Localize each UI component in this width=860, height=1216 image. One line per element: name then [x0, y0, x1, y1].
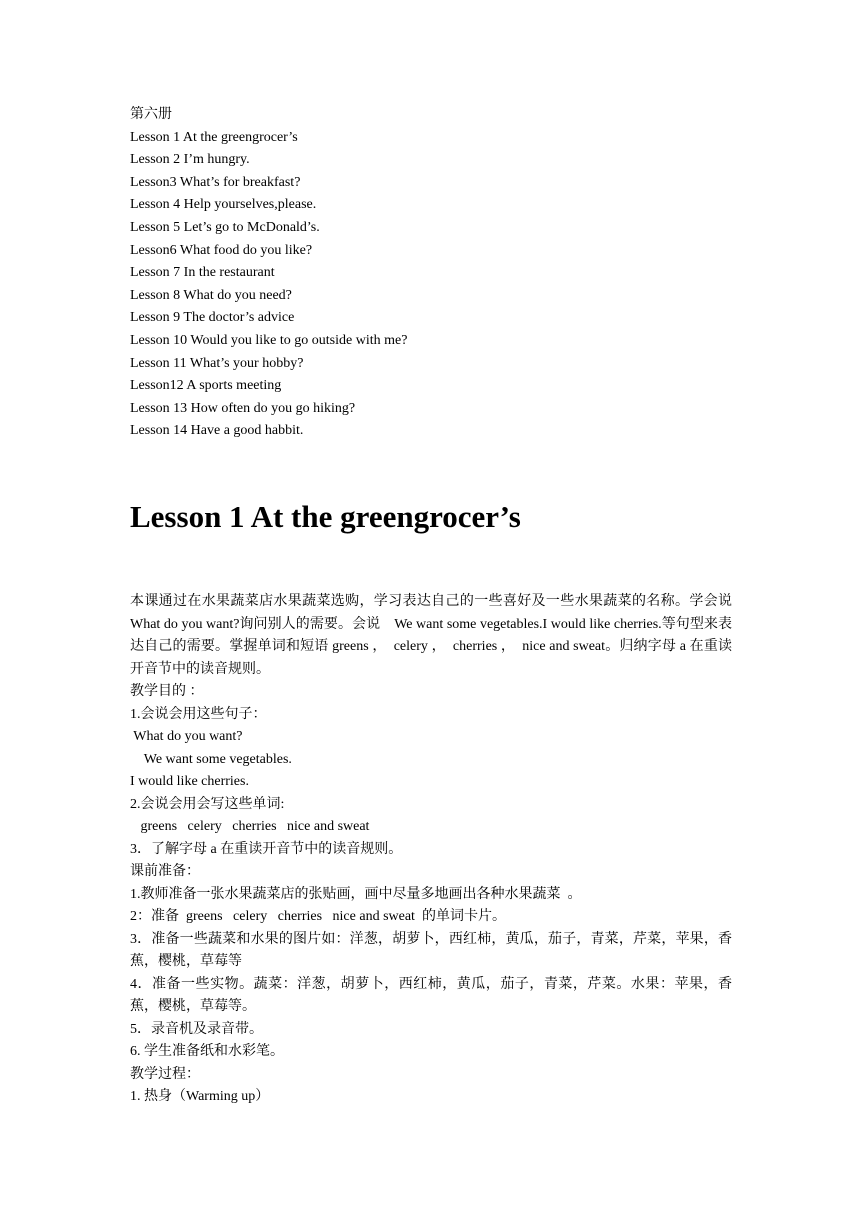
table-of-contents — [130, 104, 407, 443]
preparation-item: 3．准备一些蔬菜和水果的图片如：洋葱，胡萝卜，西红柿，黄瓜，茄子，青菜，芹菜，苹果，香蕉，樱桃，草莓等 — [130, 931, 732, 969]
preparation-item: 6. 学生准备纸和水彩笔。 — [130, 1044, 284, 1059]
toc-item: Lesson12 A sports meeting — [130, 378, 282, 394]
toc-item: Lesson 9 The doctor’s advice — [130, 310, 295, 326]
toc-item: Lesson 7 In the restaurant — [130, 265, 275, 281]
toc-item: Lesson 13 How often do you go hiking? — [130, 400, 356, 416]
toc-item: Lesson 4 Help yourselves,please. — [130, 197, 317, 213]
example-sentence: We want some vegetables. — [130, 751, 292, 767]
lesson-body — [130, 591, 732, 1109]
section-title-procedure: 教学过程： — [130, 1066, 200, 1082]
toc-item: Lesson 8 What do you need? — [130, 287, 292, 303]
vocabulary-list: greens celery cherries nice and sweat — [130, 819, 370, 834]
toc-item: Lesson 14 Have a good habbit. — [130, 423, 304, 439]
example-sentence: What do you want? — [130, 729, 243, 744]
toc-item: Lesson 5 Let’s go to McDonald’s. — [130, 219, 320, 235]
objective-item: 2.会说会用会写这些单词: — [130, 796, 285, 812]
toc-item: Lesson 2 I’m hungry. — [130, 152, 250, 168]
lesson-heading: Lesson 1 At the greengrocer’s — [130, 499, 521, 534]
objective-item: 1.会说会用这些句子： — [130, 706, 267, 722]
example-sentence: I would like cherries. — [130, 774, 249, 789]
section-title-preparation: 课前准备： — [130, 864, 200, 879]
toc-item: Lesson6 What food do you like? — [130, 242, 313, 258]
preparation-item: 1.教师准备一张水果蔬菜店的张贴画，画中尽量多地画出各种水果蔬菜 。 — [130, 886, 582, 902]
preparation-item: 4．准备一些实物。蔬菜：洋葱，胡萝卜，西红柿，黄瓜，茄子，青菜，芹菜。水果：苹果，香蕉，樱桃，草莓等。 — [130, 976, 732, 1014]
intro-paragraph: 本课通过在水果蔬菜店水果蔬菜选购，学习表达自己的一些喜好及一些水果蔬菜的名称。学会说 What do you want?询问别人的需要。会说 We want some vegetables.I would like cherries.等句型来表达自己的需要。掌握单词和短语 greens ， celery ， cherries ， nice and sweat。归纳字母 a 在重读开音节中的读音规则。 — [130, 594, 732, 677]
section-title-objectives: 教学目的 ： — [130, 684, 204, 699]
toc-volume-title: 第六册 — [130, 107, 172, 122]
preparation-item: 2：准备 greens celery cherries nice and sweat 的单词卡片。 — [130, 909, 506, 924]
toc-item: Lesson3 What’s for breakfast? — [130, 174, 301, 190]
toc-item: Lesson 10 Would you like to go outside with me? — [130, 332, 408, 348]
toc-item: Lesson 11 What’s your hobby? — [130, 355, 304, 371]
objective-item: 3．了解字母 a 在重读开音节中的读音规则。 — [130, 841, 403, 857]
toc-item: Lesson 1 At the greengrocer’s — [130, 129, 298, 145]
preparation-item: 5．录音机及录音带。 — [130, 1021, 263, 1037]
procedure-step: 1. 热身（Warming up） — [130, 1089, 270, 1104]
